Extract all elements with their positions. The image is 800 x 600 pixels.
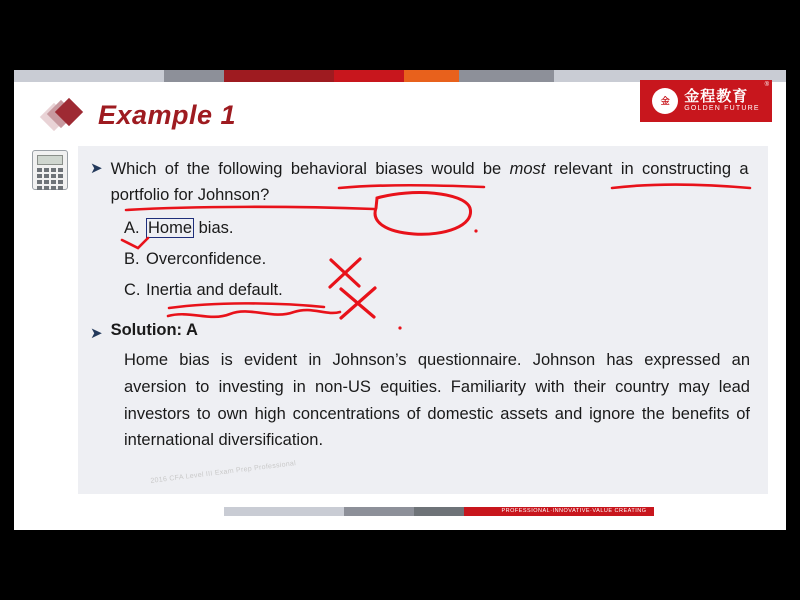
question-text-part1: Which of the following behavioral biases would be <box>110 160 510 178</box>
solution-label: Solution: A <box>110 320 198 339</box>
solution-body: Home bias is evident in Johnson’s questionnaire. Johnson has expressed an aversion to investing in non-US equities. Familiarity with their country may lead investors to own high concentrations of domestic assets and ignore the benefits of international diversification. <box>124 351 750 450</box>
question-text-part2: relevant in constructing a portfolio for Johnson? <box>110 160 749 205</box>
watermark-text: 2016 CFA Level III Exam Prep Professional <box>150 460 297 485</box>
top-strip-segment-5 <box>459 70 554 82</box>
question-row <box>90 156 752 209</box>
solution-bullet-arrow-icon: ➤ <box>90 324 103 342</box>
bottom-strip-segment-2 <box>414 507 464 516</box>
slide-canvas <box>14 70 786 530</box>
choice-c-text: Inertia and default. <box>146 281 283 300</box>
bullet-arrow-icon: ➤ <box>90 160 103 177</box>
top-strip-segment-2 <box>224 70 334 82</box>
content-card <box>78 146 768 494</box>
diamond-icon <box>44 98 84 132</box>
logo-seal-icon: 金 <box>652 88 678 114</box>
question-emphasis: most <box>509 160 546 178</box>
choice-list <box>124 213 752 307</box>
calculator-icon <box>32 150 68 190</box>
solution-row <box>90 321 752 346</box>
choice-c <box>124 275 752 306</box>
top-strip-segment-3 <box>334 70 404 82</box>
choice-a <box>124 213 752 244</box>
choice-c-label: C. <box>124 281 141 300</box>
top-strip-segment-0 <box>14 70 164 82</box>
top-strip-segment-4 <box>404 70 459 82</box>
choice-a-text: bias. <box>194 218 234 237</box>
question-text <box>111 156 749 209</box>
choice-b-label: B. <box>124 250 140 269</box>
brand-logo <box>640 80 772 122</box>
top-strip-segment-1 <box>164 70 224 82</box>
footer-tagline: PROFESSIONAL·INNOVATIVE·VALUE CREATING <box>501 508 647 514</box>
choice-a-highlight: Home <box>148 218 193 237</box>
logo-name-en: GOLDEN FUTURE <box>684 105 760 113</box>
slide-title-row <box>44 98 236 132</box>
page-title: Example 1 <box>98 99 237 130</box>
bottom-strip-segment-0 <box>224 507 344 516</box>
choice-a-label: A. <box>124 218 140 237</box>
trademark-symbol: ® <box>764 82 769 88</box>
choice-b <box>124 244 752 275</box>
choice-b-text: Overconfidence. <box>146 250 267 269</box>
bottom-strip-segment-1 <box>344 507 414 516</box>
logo-name-cn: 金程教育 <box>684 88 749 106</box>
